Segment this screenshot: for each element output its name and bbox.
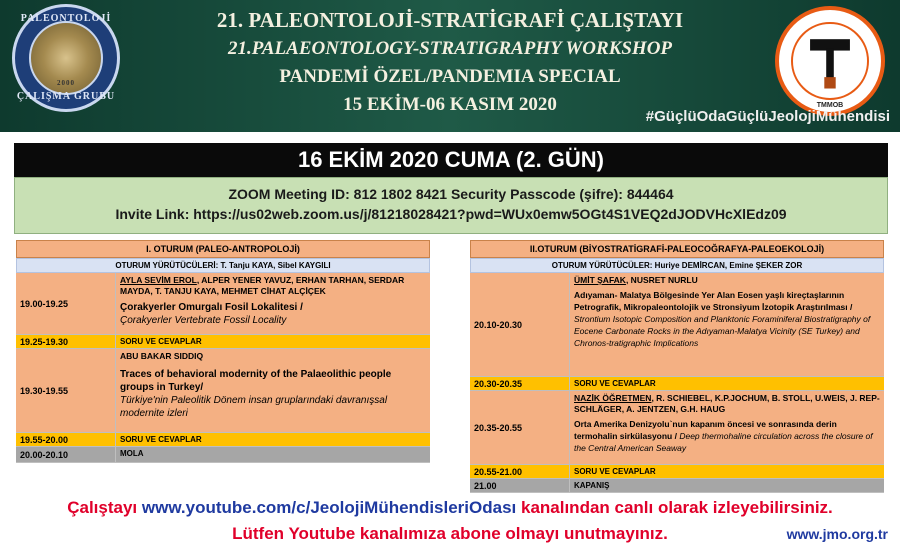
session-1-title: I. OTURUM (PALEO-ANTROPOLOJİ) — [16, 240, 430, 258]
row-authors — [574, 275, 880, 286]
talk-title-translation: Türkiye'nin Paleolitik Dönem insan gruplarındaki davranışsal modernite izleri — [120, 395, 388, 419]
presenter-name: NAZİK ÖĞRETMEN — [574, 393, 652, 403]
session-1-chairs: OTURUM YÜRÜTÜCÜLERİ: T. Tanju KAYA, Sibel KAYGILI — [16, 258, 430, 273]
session-1-table — [16, 240, 430, 463]
coauthors: , ALPER YENER YAVUZ, ERHAN TARHAN, SERDAR MAYDA, T. TANJU KAYA, MEHMET CİHAT ALÇİÇEK — [120, 275, 405, 296]
youtube-link[interactable]: www.youtube.com/c/JeolojiMühendisleriOdası — [141, 498, 517, 517]
row-content — [570, 273, 884, 376]
row-label: SORU VE CEVAPLAR — [120, 435, 202, 444]
logo-left-bottom-text: ÇALIŞMA GRUBU — [16, 91, 116, 102]
row-label: SORU VE CEVAPLAR — [574, 467, 656, 476]
row-content — [570, 391, 884, 464]
table-row — [16, 349, 430, 433]
jmo-logo — [775, 6, 885, 116]
logo-left-top-text: PALEONTOLOJİ — [20, 13, 112, 24]
table-row — [16, 335, 430, 349]
coauthors: , R. SCHIEBEL, K.P.JOCHUM, B. STOLL, U.WEIS, J. REP-SCHLÄGER, A. JENTZEN, G.H. HAUG — [574, 393, 880, 414]
zoom-meeting-id: ZOOM Meeting ID: 812 1802 8421 Security Passcode (şifre): 844464 — [228, 186, 674, 202]
coauthors: , NUSRET NURLU — [625, 275, 698, 285]
table-row — [470, 391, 884, 465]
talk-title: Çorakyerler Omurgalı Fosil Lokalitesi / — [120, 302, 303, 313]
title-line-3: PANDEMİ ÖZEL/PANDEMIA SPECIAL — [279, 66, 621, 87]
website-link[interactable]: www.jmo.org.tr — [786, 526, 888, 542]
table-row — [16, 433, 430, 447]
row-time: 19.30-19.55 — [16, 349, 116, 432]
title-line-4: 15 EKİM-06 KASIM 2020 — [343, 94, 557, 115]
footer-line-1 — [0, 498, 900, 518]
presenter-name: AYLA SEVİM EROL — [120, 275, 197, 285]
row-authors — [120, 351, 426, 362]
row-time: 20.55-21.00 — [470, 465, 570, 478]
table-row — [16, 447, 430, 463]
row-content — [116, 349, 430, 432]
zoom-info-box — [14, 177, 888, 234]
talk-title-block — [574, 418, 880, 454]
row-authors — [574, 393, 880, 415]
presenter-name: ÜMİT ŞAFAK — [574, 275, 626, 285]
header-banner — [0, 0, 900, 132]
talk-title-translation: Deep thermohaline circulation across the closure of the Central American Seaway — [574, 431, 873, 453]
row-time: 19.55-20.00 — [16, 433, 116, 446]
talk-title: Orta Amerika Denizyolu`nun kapanım öncesi ve sonrasında derin termohalin sirkülasyonu / — [574, 419, 837, 441]
row-label: SORU VE CEVAPLAR — [574, 379, 656, 388]
talk-title-translation: Strontium Isotopic Composition and Planktonic Foraminiferal Biostratigraphy of Eocene Carbonate Rocks in the Adıyaman-Malatya Vicinity (SE Turkey) and Chronos-tratigraphic Implications — [574, 314, 871, 348]
logo-right-bottom-text: TMMOB — [816, 102, 844, 109]
row-time: 20.00-20.10 — [16, 447, 116, 462]
table-row — [470, 273, 884, 377]
footer-text-a: Çalıştayı — [67, 498, 142, 517]
row-label: MOLA — [120, 449, 144, 458]
row-time: 20.30-20.35 — [470, 377, 570, 390]
row-time: 20.35-20.55 — [470, 391, 570, 464]
table-row — [16, 273, 430, 335]
session-2-chairs: OTURUM YÜRÜTÜCÜLER: Huriye DEMİRCAN, Emine ŞEKER ZOR — [470, 258, 884, 273]
row-label: KAPANIŞ — [574, 481, 610, 490]
table-row — [470, 479, 884, 493]
title-line-2: 21.PALAEONTOLOGY-STRATIGRAPHY WORKSHOP — [227, 38, 673, 59]
paleontology-group-logo — [12, 4, 120, 112]
row-time: 19.00-19.25 — [16, 273, 116, 334]
talk-title: Traces of behavioral modernity of the Palaeolithic people groups in Turkey/ — [120, 369, 392, 393]
footer-line-2: Lütfen Youtube kanalımıza abone olmayı unutmayınız. — [232, 524, 668, 543]
table-row — [470, 465, 884, 479]
coauthors: ABU BAKAR SIDDIQ — [120, 351, 204, 361]
row-content — [116, 273, 430, 334]
hammer-icon — [793, 24, 867, 98]
row-time: 19.25-19.30 — [16, 335, 116, 348]
row-time: 20.10-20.30 — [470, 273, 570, 376]
day-title: 16 EKİM 2020 CUMA (2. GÜN) — [14, 143, 888, 177]
title-line-1: 21. PALEONTOLOJİ-STRATİGRAFİ ÇALIŞTAYI — [216, 8, 684, 32]
logo-left-year: 2000 — [57, 79, 75, 87]
talk-title: Adıyaman- Malatya Bölgesinde Yer Alan Eosen yaşlı kireçtaşlarının Petrografik, Mikropaleontolojik ve Stronsiyum İzotopik Araştırılması / — [574, 290, 853, 312]
row-label: SORU VE CEVAPLAR — [120, 337, 202, 346]
zoom-invite-link[interactable]: Invite Link: https://us02web.zoom.us/j/81218028421?pwd=WUx0emw5OGt4S1VEQ2dJODVHcXlEdz09 — [115, 206, 787, 222]
footer-text-c: kanalından canlı olarak izleyebilirsiniz. — [516, 498, 833, 517]
talk-title-block — [574, 289, 880, 349]
session-2-title: II.OTURUM (BİYOSTRATİGRAFİ-PALEOCOĞRAFYA-PALEOEKOLOJİ) — [470, 240, 884, 258]
jmo-logo-inner — [791, 22, 869, 100]
row-time: 21.00 — [470, 479, 570, 492]
hashtag: #GüçlüOdaGüçlüJeolojiMühendisi — [645, 108, 890, 125]
talk-title-translation: Çorakyerler Vertebrate Fossil Locality — [120, 315, 287, 326]
session-2-table — [470, 240, 884, 493]
row-authors — [120, 275, 426, 297]
table-row — [470, 377, 884, 391]
